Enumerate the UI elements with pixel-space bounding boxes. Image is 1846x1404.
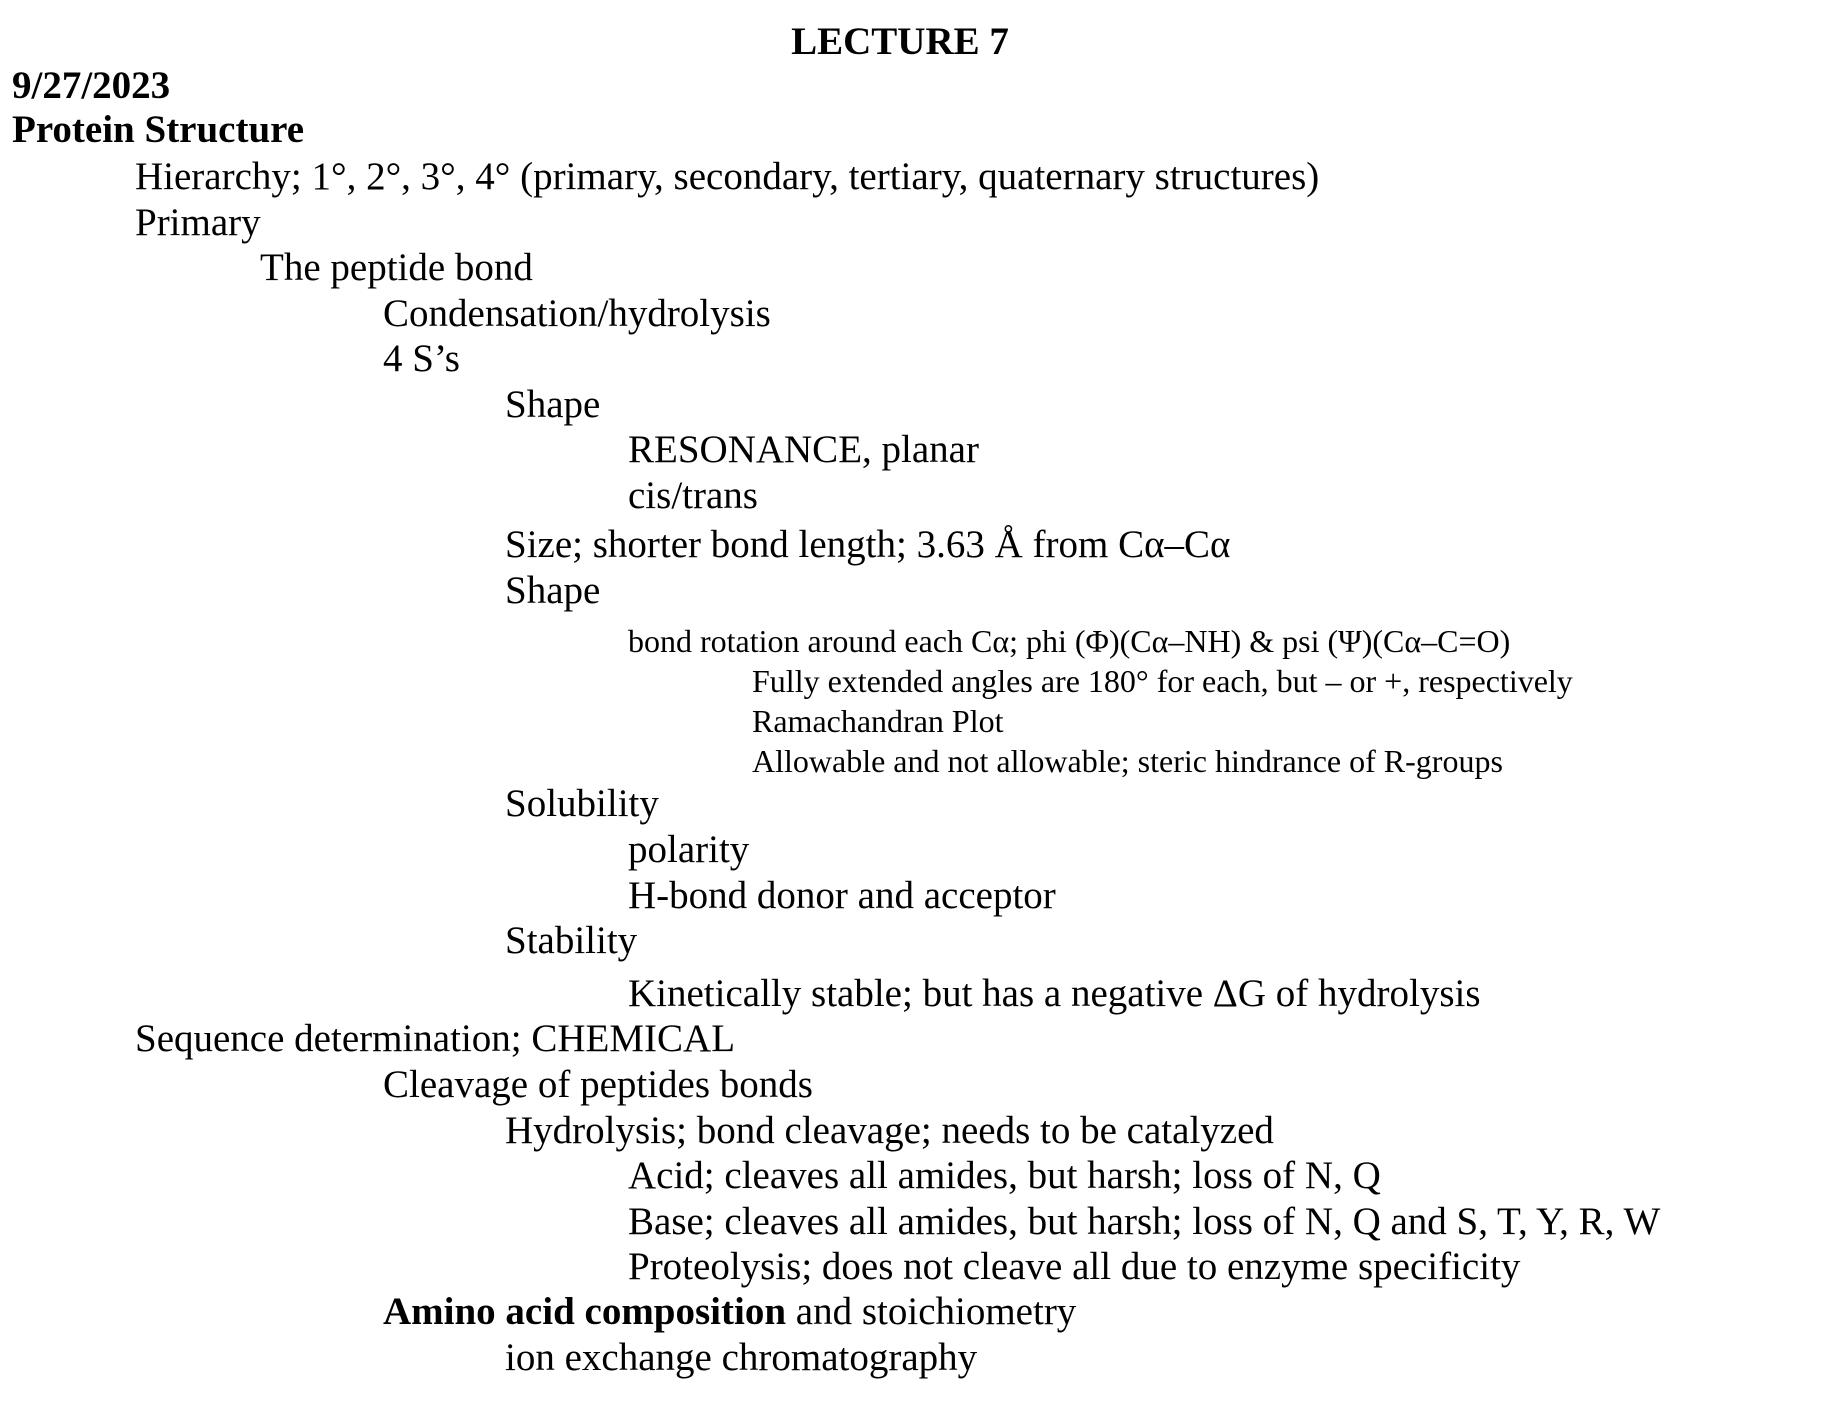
outline-line: Size; shorter bond length; 3.63 Å from Cα–Cα bbox=[505, 523, 1231, 566]
lecture-title: LECTURE 7 bbox=[791, 20, 1009, 63]
outline-line: Cleavage of peptides bonds bbox=[383, 1063, 813, 1106]
outline-line: Hierarchy; 1°, 2°, 3°, 4° (primary, secondary, tertiary, quaternary structures) bbox=[135, 155, 1320, 198]
outline-line: Ramachandran Plot bbox=[752, 703, 1004, 739]
outline-line: Allowable and not allowable; steric hindrance of R-groups bbox=[752, 743, 1503, 779]
outline-line: bond rotation around each Cα; phi (Φ)(Cα–NH) & psi (Ψ)(Cα–C=O) bbox=[628, 623, 1511, 659]
outline-line: Solubility bbox=[505, 782, 659, 825]
outline-line: The peptide bond bbox=[260, 246, 533, 289]
section-heading: Protein Structure bbox=[12, 108, 305, 151]
outline-line: 4 S’s bbox=[383, 337, 460, 380]
outline-line: Shape bbox=[505, 569, 601, 612]
outline-line: Primary bbox=[135, 201, 261, 244]
outline-line: Base; cleaves all amides, but harsh; loss of N, Q and S, T, Y, R, W bbox=[628, 1200, 1661, 1243]
outline-line: Fully extended angles are 180° for each, but – or +, respectively bbox=[752, 663, 1573, 699]
outline-line: RESONANCE, planar bbox=[628, 428, 979, 471]
outline-line: polarity bbox=[628, 828, 750, 871]
composition-bold: Amino acid composition bbox=[383, 1290, 787, 1333]
outline-line: Kinetically stable; but has a negative ΔG of hydrolysis bbox=[628, 972, 1481, 1015]
outline-line: Sequence determination; CHEMICAL bbox=[135, 1017, 736, 1060]
outline-line: ion exchange chromatography bbox=[505, 1336, 978, 1379]
outline-line: Shape bbox=[505, 383, 601, 426]
composition-rest: and stoichiometry bbox=[786, 1290, 1077, 1333]
outline-line: Condensation/hydrolysis bbox=[383, 292, 771, 335]
lecture-date: 9/27/2023 bbox=[12, 64, 171, 107]
outline-line: Stability bbox=[505, 919, 638, 962]
outline-line: Acid; cleaves all amides, but harsh; loss of N, Q bbox=[628, 1154, 1381, 1197]
outline-line: Hydrolysis; bond cleavage; needs to be catalyzed bbox=[505, 1109, 1274, 1152]
outline-line: cis/trans bbox=[628, 474, 758, 517]
outline-line: H-bond donor and acceptor bbox=[628, 874, 1056, 917]
composition-line bbox=[383, 1292, 1076, 1331]
outline-line: Proteolysis; does not cleave all due to enzyme specificity bbox=[628, 1245, 1521, 1288]
